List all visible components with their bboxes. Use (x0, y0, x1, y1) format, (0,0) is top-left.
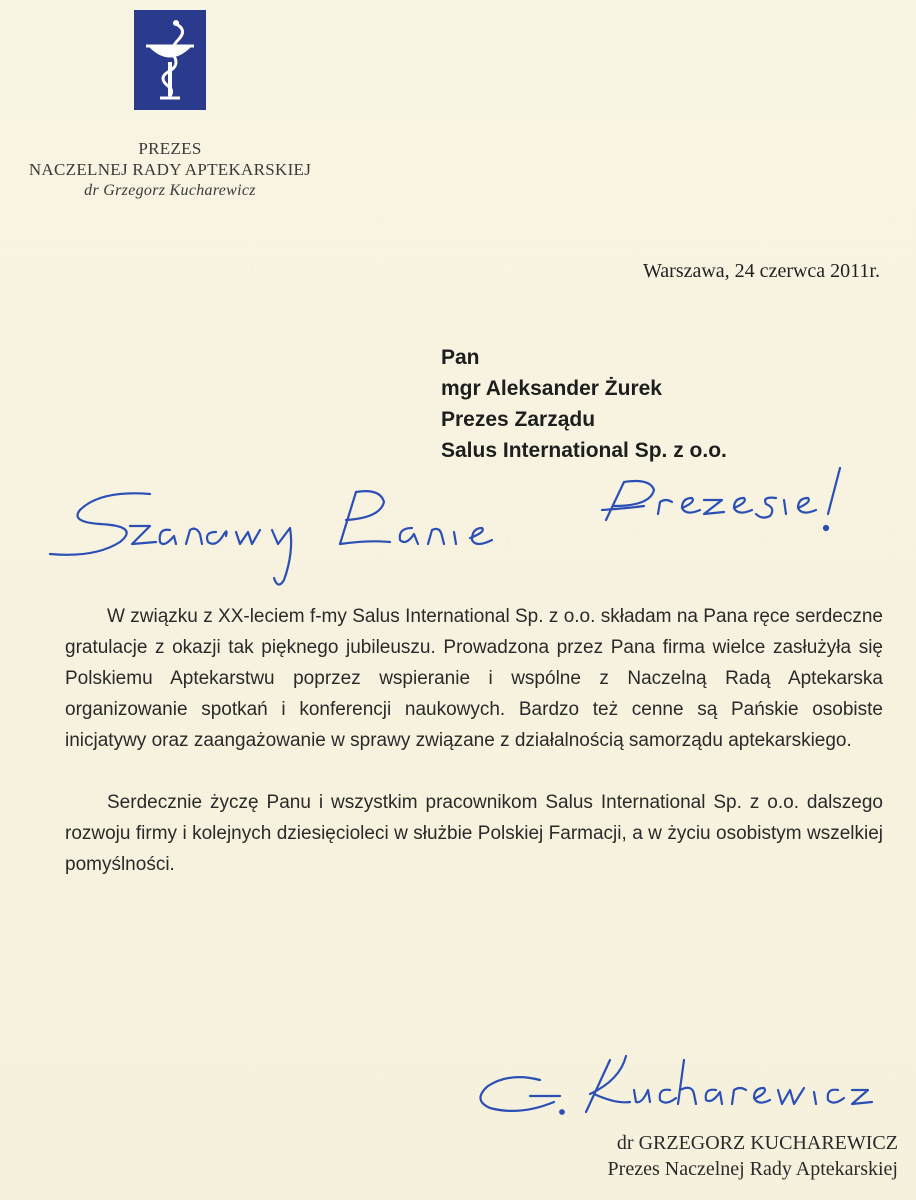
addressee-line2: mgr Aleksander Żurek (441, 377, 662, 400)
handwritten-signature (470, 1050, 900, 1130)
addressee-line3: Prezes Zarządu (441, 408, 596, 431)
letterhead-name: dr Grzegorz Kucharewicz (84, 182, 256, 199)
body-paragraph-2: Serdecznie życzę Panu i wszystkim pracownikom Salus International Sp. z o.o. dalszego rozwoju firmy i kolejnych dziesięcioleci w służbie Polskiej Farmacji, a w życiu osobistym wszelkiej pomyślności. (65, 792, 883, 875)
salutation-handwriting (40, 462, 870, 592)
signer-title: Prezes Naczelnej Rady Aptekarskiej (607, 1158, 898, 1180)
letterhead (0, 138, 340, 201)
addressee-line4: Salus International Sp. z o.o. (441, 439, 727, 462)
body-paragraph-1: W związku z XX-leciem f-my Salus International Sp. z o.o. składam na Pana ręce serdeczne gratulacje z okazji tak pięknego jubileuszu. Prowadzona przez Pana firma wielce zasłużyła się Polskiemu Aptekarstwu poprzez wspieranie i wspólne z Naczelną Radą Aptekarska organizowanie spotkań i konferencji naukowych. Bardzo też cenne są Pańskie osobiste inicjatywy oraz zaangażowanie w sprawy związane z działalnością samorządu aptekarskiego. (65, 606, 883, 751)
letter-date: Warszawa, 24 czerwca 2011r. (643, 260, 880, 282)
signer-name: dr GRZEGORZ KUCHAREWICZ (616, 1132, 898, 1154)
handwritten-salutation (40, 462, 870, 592)
letterhead-title-line1: PREZES (138, 139, 202, 158)
letterhead-title-line2: NACZELNEJ RADY APTEKARSKIEJ (28, 160, 312, 179)
addressee-line1: Pan (441, 346, 480, 369)
signer-block (480, 1130, 898, 1182)
addressee-block (441, 342, 881, 466)
signature-handwriting (470, 1050, 900, 1130)
bowl-of-hygieia-icon (134, 10, 206, 110)
letter-body (65, 601, 883, 880)
